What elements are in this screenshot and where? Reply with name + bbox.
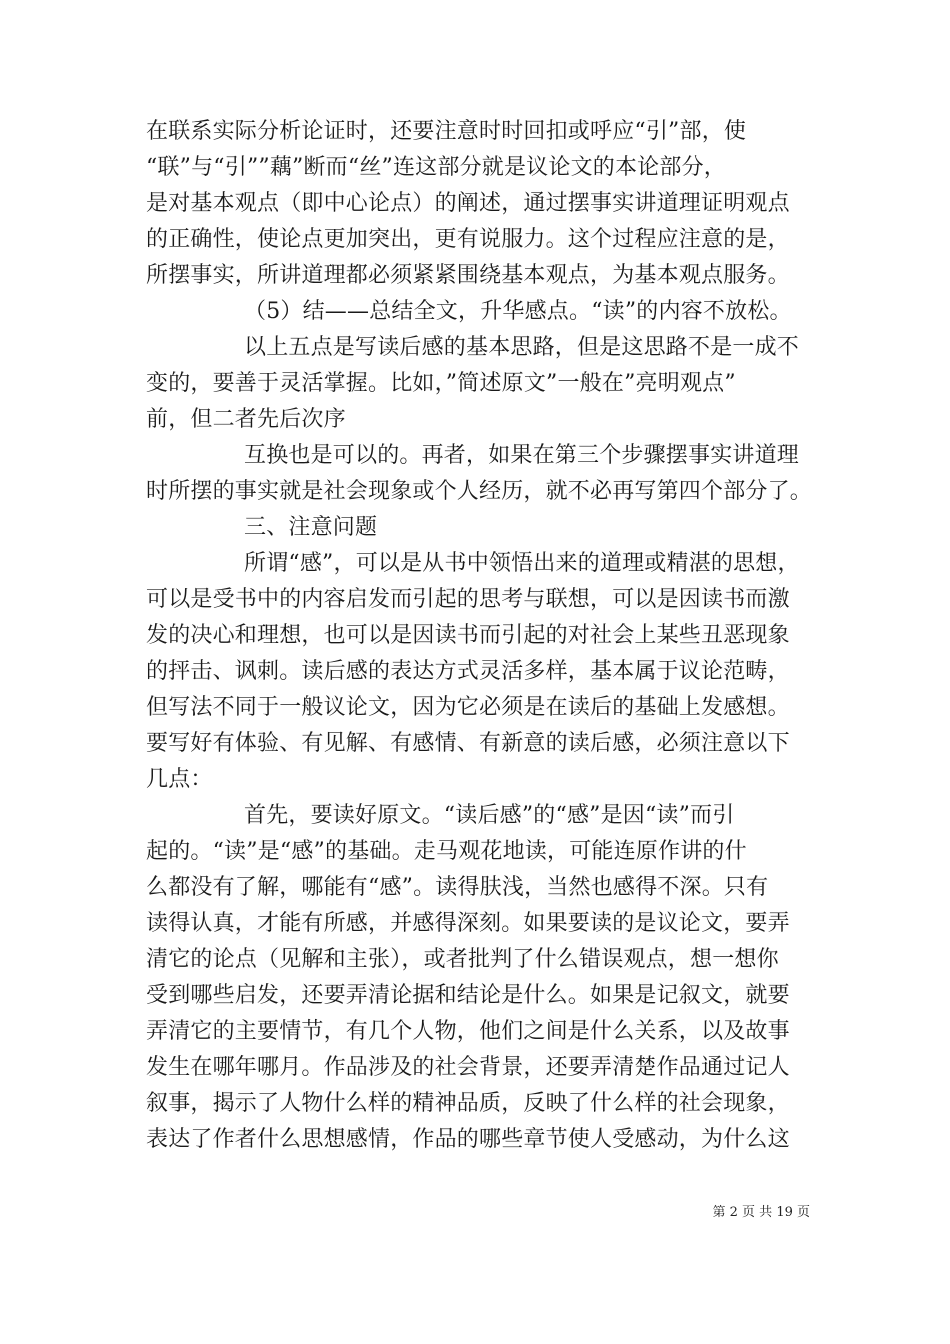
text-line: 弄清它的主要情节，有几个人物，他们之间是什么关系，以及故事 (146, 1019, 790, 1044)
text-line: 发生在哪年哪月。作品涉及的社会背景，还要弄清楚作品通过记人 (146, 1055, 790, 1080)
paragraph-start-line: 所谓“感”，可以是从书中领悟出来的道理或精湛的思想， (244, 551, 800, 576)
text-line: “联”与“引””藕”断而“丝”连这部分就是议论文的本论部分， (146, 155, 726, 180)
paragraph-start-line: 互换也是可以的。再者，如果在第三个步骤摆事实讲道理 (244, 443, 800, 468)
text-line: 但写法不同于一般议论文，因为它必须是在读后的基础上发感想。 (146, 695, 790, 720)
text-line: 读得认真，才能有所感，并感得深刻。如果要读的是议论文，要弄 (146, 911, 790, 936)
text-line: 么都没有了解，哪能有“感”。读得肤浅，当然也感得不深。只有 (146, 875, 769, 900)
text-line: 要写好有体验、有见解、有感情、有新意的读后感，必须注意以下 (146, 731, 790, 756)
text-line: 时所摆的事实就是社会现象或个人经历，就不必再写第四个部分了。 (146, 479, 813, 504)
paragraph-start-line: 以上五点是写读后感的基本思路，但是这思路不是一成不 (244, 335, 800, 360)
text-line: 可以是受书中的内容启发而引起的思考与联想，可以是因读书而激 (146, 587, 790, 612)
text-line: （5）结——总结全文，升华感点。“读”的内容不放松。 (244, 299, 792, 324)
text-line: 的正确性，使论点更加突出，更有说服力。这个过程应注意的是， (146, 227, 790, 252)
text-line: 受到哪些启发，还要弄清论据和结论是什么。如果是记叙文，就要 (146, 983, 790, 1008)
section-heading: 三、注意问题 (244, 515, 378, 540)
text-line: 叙事，揭示了人物什么样的精神品质，反映了什么样的社会现象， (146, 1091, 790, 1116)
text-line: 的抨击、讽刺。读后感的表达方式灵活多样，基本属于议论范畴， (146, 659, 790, 684)
text-line: 表达了作者什么思想感情，作品的哪些章节使人受感动，为什么这 (146, 1127, 790, 1152)
text-line: 在联系实际分析论证时，还要注意时时回扣或呼应“引”部，使 (146, 119, 747, 144)
text-line: 发的决心和理想，也可以是因读书而引起的对社会上某些丑恶现象 (146, 623, 790, 648)
page-number: 第 2 页 共 19 页 (712, 1205, 810, 1220)
paragraph-start-line: 首先，要读好原文。“读后感”的“感”是因“读”而引 (244, 803, 735, 828)
text-line: 所摆事实，所讲道理都必须紧紧围绕基本观点，为基本观点服务。 (146, 263, 790, 288)
text-line: 几点： (146, 767, 213, 792)
text-line: 清它的论点（见解和主张），或者批判了什么错误观点，想一想你 (146, 947, 779, 972)
text-line: 前，但二者先后次序 (146, 407, 346, 432)
text-line: 是对基本观点（即中心论点）的阐述，通过摆事实讲道理证明观点 (146, 191, 790, 216)
text-line: 变的，要善于灵活掌握。比如，”简述原文”一般在”亮明观点” (146, 371, 736, 396)
text-line: 起的。“读”是“感”的基础。走马观花地读，可能连原作讲的什 (146, 839, 747, 864)
